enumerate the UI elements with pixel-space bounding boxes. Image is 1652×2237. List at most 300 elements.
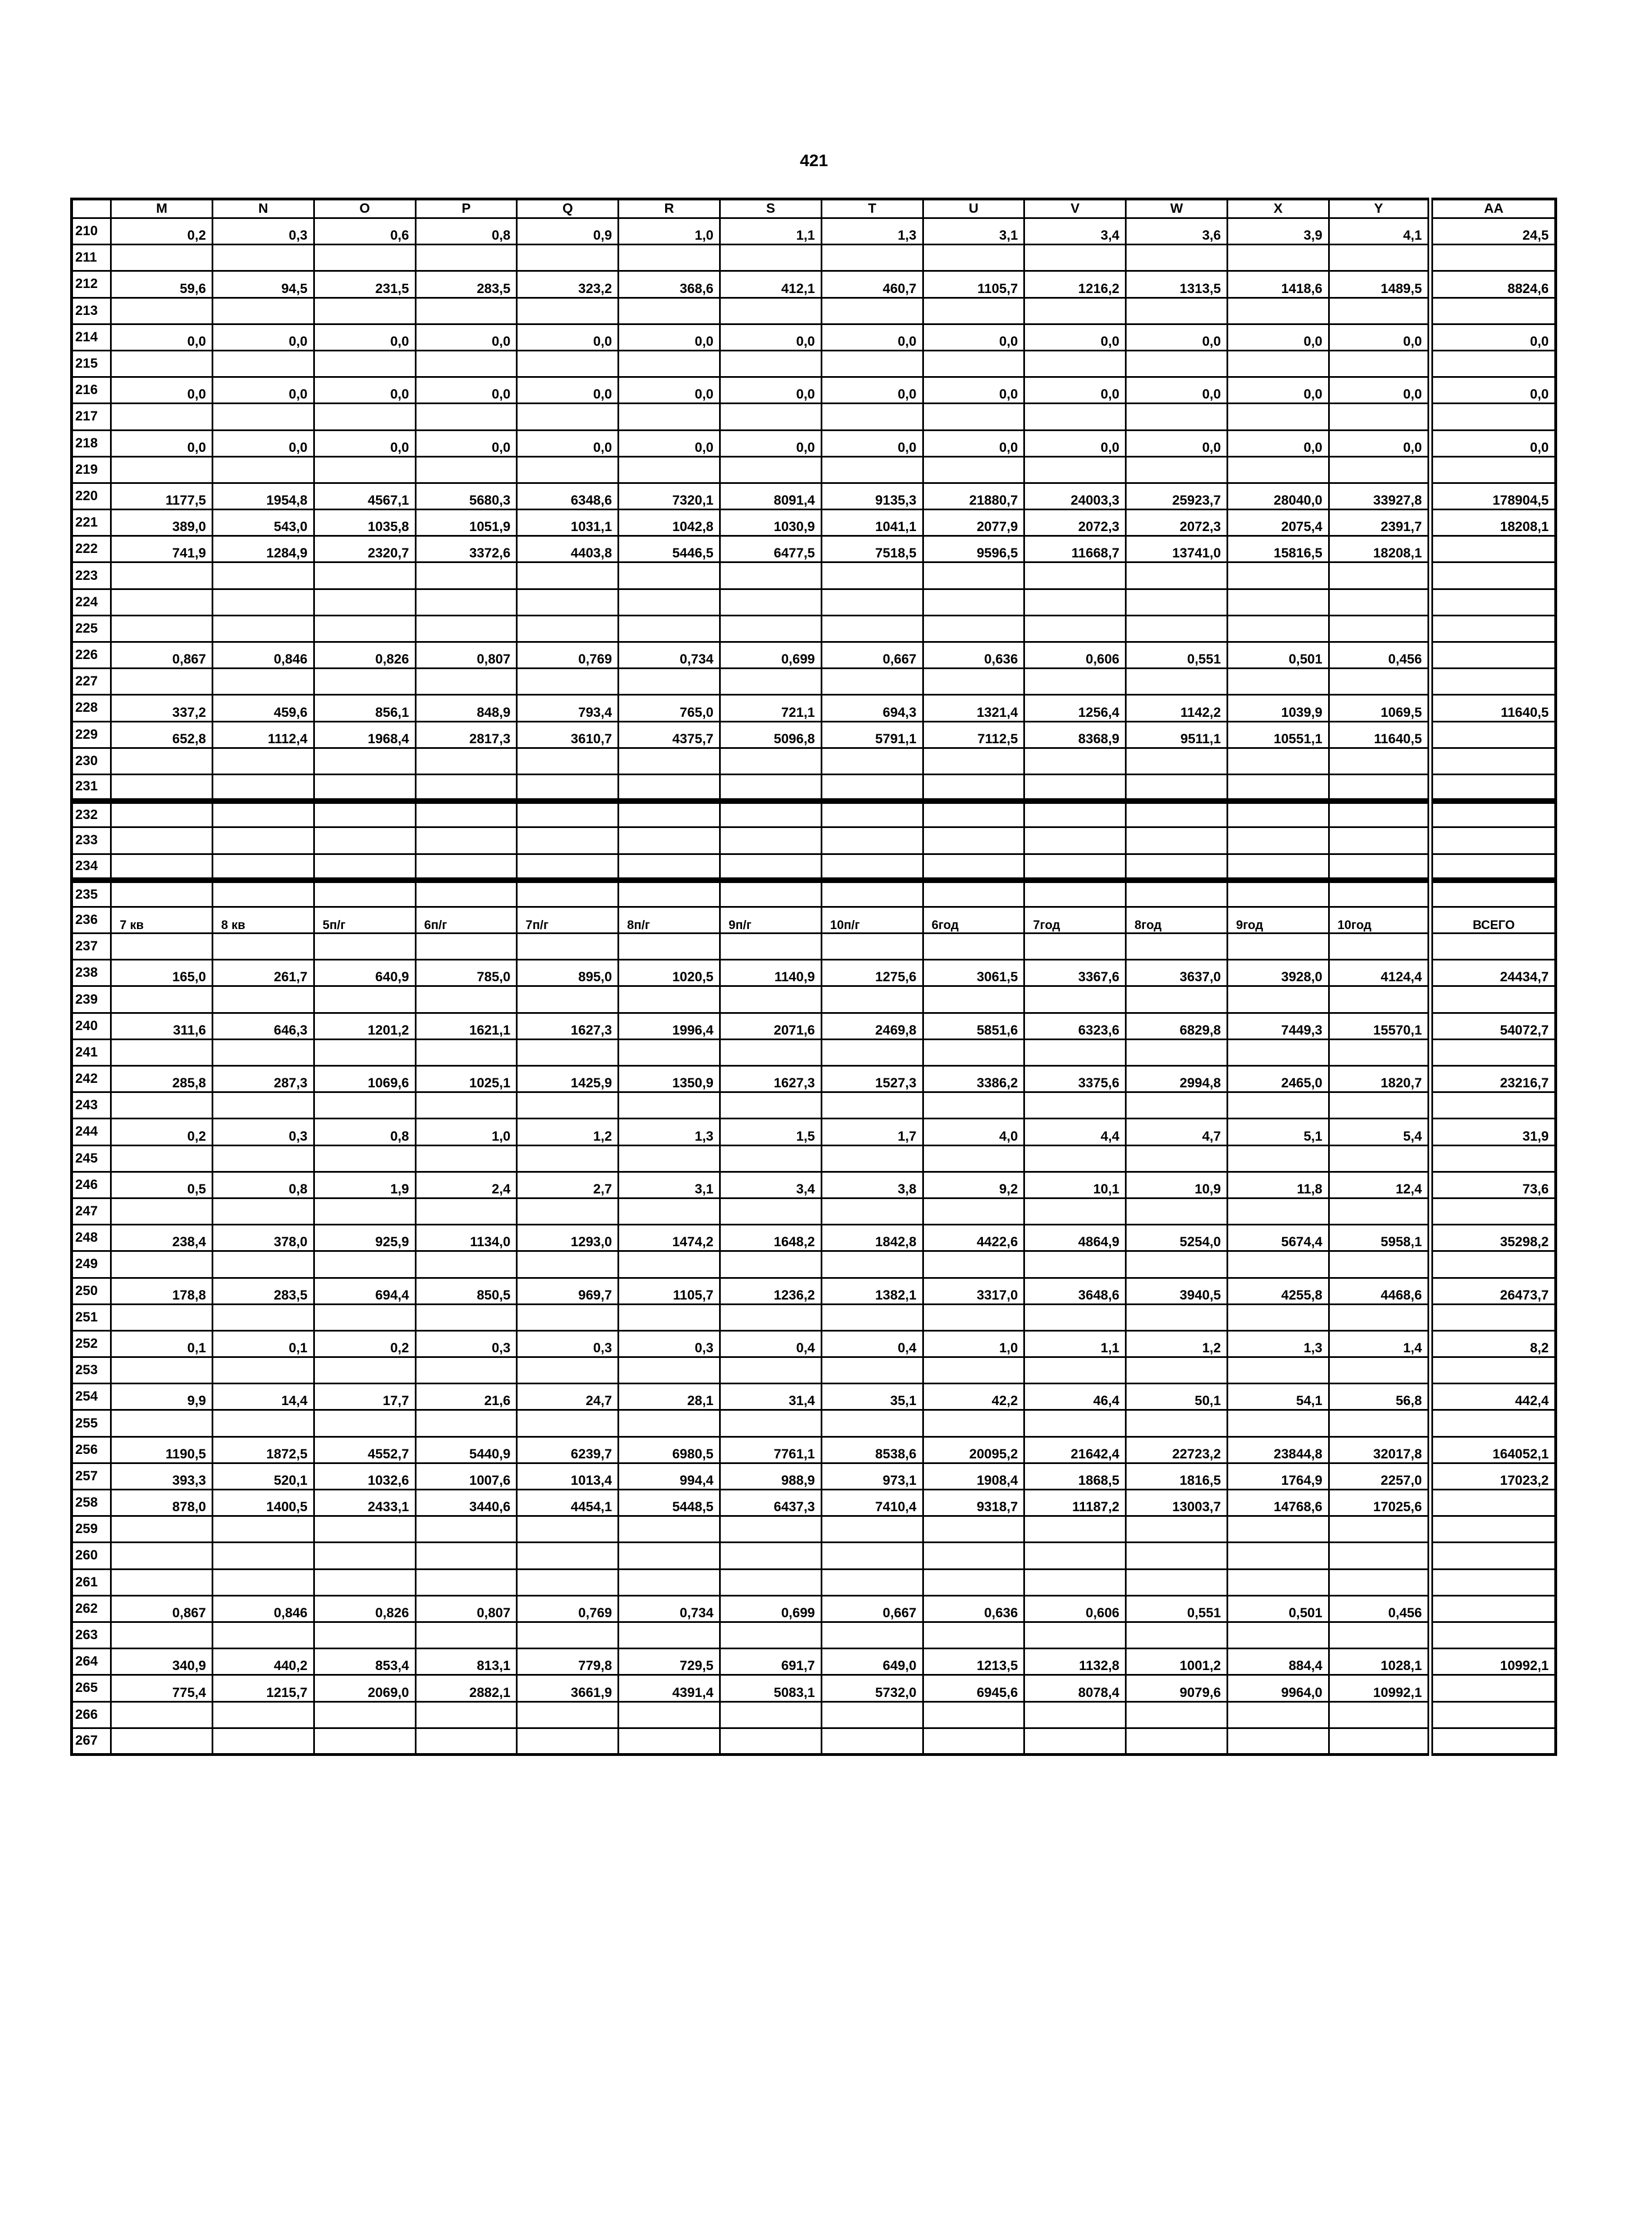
cell-s: [720, 801, 821, 827]
cell-u: 0,0: [923, 324, 1024, 350]
cell-q: 0,3: [517, 1330, 619, 1357]
cell-n: [212, 986, 314, 1013]
cell-w: 25923,7: [1126, 483, 1228, 509]
cell-s: 0,0: [720, 377, 821, 404]
cell-t: 5732,0: [821, 1675, 923, 1701]
cell-x: [1227, 1039, 1329, 1065]
cell-q: 779,8: [517, 1649, 619, 1675]
cell-m: 389,0: [111, 510, 213, 536]
cell-q: [517, 774, 619, 800]
cell-x: [1227, 1543, 1329, 1569]
table-row: [72, 1039, 1556, 1065]
cell-o: 0,0: [314, 324, 415, 350]
cell-u: [923, 669, 1024, 695]
cell-v: [1024, 589, 1126, 615]
cell-v: [1024, 1251, 1126, 1278]
cell-y: [1329, 1357, 1430, 1384]
cell-s: [720, 615, 821, 642]
cell-y: 12,4: [1329, 1172, 1430, 1198]
cell-p: [415, 1357, 517, 1384]
cell-n: 1215,7: [212, 1675, 314, 1701]
cell-s: 0,699: [720, 642, 821, 669]
cell-x: 0,501: [1227, 642, 1329, 669]
cell-y: [1329, 1516, 1430, 1543]
cell-v: 2072,3: [1024, 510, 1126, 536]
cell-q: [517, 1543, 619, 1569]
cell-n: [212, 1701, 314, 1728]
cell-aa: 24,5: [1430, 218, 1555, 245]
cell-p: [415, 1728, 517, 1754]
column-header-y: Y: [1329, 199, 1430, 218]
cell-s: 0,0: [720, 430, 821, 456]
cell-w: 1816,5: [1126, 1463, 1228, 1489]
cell-n: 1284,9: [212, 536, 314, 562]
column-header-row: [72, 199, 1556, 218]
cell-p: [415, 880, 517, 907]
cell-q: 0,9: [517, 218, 619, 245]
cell-n: 94,5: [212, 271, 314, 298]
cell-m: [111, 1516, 213, 1543]
cell-w: [1126, 298, 1228, 324]
cell-r: 0,0: [619, 430, 720, 456]
page-number: 421: [799, 152, 829, 170]
cell-r: [619, 298, 720, 324]
cell-aa: [1430, 854, 1555, 880]
cell-x: [1227, 669, 1329, 695]
cell-r: [619, 1145, 720, 1172]
cell-p: 2,4: [415, 1172, 517, 1198]
cell-u: [923, 1728, 1024, 1754]
cell-r: 28,1: [619, 1384, 720, 1410]
cell-aa: [1430, 245, 1555, 271]
row-number: 255: [72, 1410, 111, 1437]
cell-p: [415, 1516, 517, 1543]
cell-o: [314, 1092, 415, 1119]
cell-v: 46,4: [1024, 1384, 1126, 1410]
cell-n: 0,0: [212, 324, 314, 350]
cell-m: [111, 1092, 213, 1119]
cell-r: [619, 1410, 720, 1437]
cell-s: [720, 1357, 821, 1384]
cell-w: [1126, 669, 1228, 695]
table-row: [72, 1092, 1556, 1119]
table-row: [72, 960, 1556, 986]
cell-t: [821, 880, 923, 907]
column-header-t: T: [821, 199, 923, 218]
cell-y: [1329, 562, 1430, 589]
cell-m: [111, 854, 213, 880]
cell-y: [1329, 880, 1430, 907]
cell-p: 3440,6: [415, 1490, 517, 1516]
cell-x: [1227, 1622, 1329, 1648]
cell-x: [1227, 1357, 1329, 1384]
cell-r: 6980,5: [619, 1437, 720, 1463]
cell-o: 5п/г: [314, 907, 415, 933]
cell-s: [720, 854, 821, 880]
cell-v: 1132,8: [1024, 1649, 1126, 1675]
cell-y: [1329, 774, 1430, 800]
row-number: 227: [72, 669, 111, 695]
cell-m: 393,3: [111, 1463, 213, 1489]
cell-r: [619, 456, 720, 483]
cell-y: [1329, 298, 1430, 324]
cell-q: [517, 1039, 619, 1065]
cell-p: [415, 1145, 517, 1172]
cell-q: [517, 1701, 619, 1728]
cell-o: 640,9: [314, 960, 415, 986]
table-row: [72, 1066, 1556, 1092]
row-number: 246: [72, 1172, 111, 1198]
row-number: 234: [72, 854, 111, 880]
cell-n: 459,6: [212, 695, 314, 721]
table-row: [72, 615, 1556, 642]
cell-r: [619, 245, 720, 271]
cell-m: 878,0: [111, 1490, 213, 1516]
cell-x: [1227, 1410, 1329, 1437]
row-number: 214: [72, 324, 111, 350]
cell-aa: [1430, 1701, 1555, 1728]
cell-r: 368,6: [619, 271, 720, 298]
cell-w: [1126, 456, 1228, 483]
table-row: [72, 774, 1556, 800]
cell-v: 8368,9: [1024, 721, 1126, 748]
cell-u: 9596,5: [923, 536, 1024, 562]
cell-n: 0,1: [212, 1330, 314, 1357]
cell-t: 0,667: [821, 1595, 923, 1622]
cell-o: [314, 827, 415, 854]
cell-t: 694,3: [821, 695, 923, 721]
cell-w: 2072,3: [1126, 510, 1228, 536]
cell-p: 1,0: [415, 1119, 517, 1145]
cell-w: [1126, 1410, 1228, 1437]
cell-w: [1126, 986, 1228, 1013]
cell-aa: [1430, 721, 1555, 748]
cell-x: [1227, 562, 1329, 589]
cell-r: [619, 1039, 720, 1065]
cell-t: [821, 1569, 923, 1595]
cell-t: 7518,5: [821, 536, 923, 562]
cell-x: [1227, 986, 1329, 1013]
cell-p: 0,807: [415, 1595, 517, 1622]
cell-r: [619, 669, 720, 695]
cell-o: 1201,2: [314, 1013, 415, 1039]
cell-s: [720, 748, 821, 774]
cell-q: [517, 562, 619, 589]
cell-r: [619, 562, 720, 589]
table-row: [72, 1304, 1556, 1330]
cell-p: [415, 615, 517, 642]
cell-q: [517, 827, 619, 854]
cell-u: 21880,7: [923, 483, 1024, 509]
cell-o: [314, 801, 415, 827]
row-number: 224: [72, 589, 111, 615]
cell-p: 1051,9: [415, 510, 517, 536]
cell-x: [1227, 245, 1329, 271]
cell-u: [923, 801, 1024, 827]
cell-y: 0,456: [1329, 642, 1430, 669]
cell-v: [1024, 1304, 1126, 1330]
cell-q: 4403,8: [517, 536, 619, 562]
table-row: [72, 218, 1556, 245]
cell-t: [821, 589, 923, 615]
column-header-u: U: [923, 199, 1024, 218]
cell-aa: [1430, 774, 1555, 800]
cell-o: [314, 456, 415, 483]
cell-t: [821, 1145, 923, 1172]
cell-m: 178,8: [111, 1278, 213, 1304]
cell-s: [720, 1251, 821, 1278]
cell-q: [517, 589, 619, 615]
cell-s: [720, 1304, 821, 1330]
table-row: [72, 1543, 1556, 1569]
cell-m: 337,2: [111, 695, 213, 721]
cell-w: 2994,8: [1126, 1066, 1228, 1092]
cell-p: 0,3: [415, 1330, 517, 1357]
cell-p: 0,8: [415, 218, 517, 245]
cell-r: [619, 589, 720, 615]
cell-s: 1236,2: [720, 1278, 821, 1304]
cell-t: [821, 1728, 923, 1754]
cell-x: [1227, 615, 1329, 642]
cell-y: 11640,5: [1329, 721, 1430, 748]
cell-r: [619, 1251, 720, 1278]
cell-w: 0,0: [1126, 377, 1228, 404]
row-number: 257: [72, 1463, 111, 1489]
cell-o: [314, 880, 415, 907]
row-number: 222: [72, 536, 111, 562]
cell-v: 3367,6: [1024, 960, 1126, 986]
cell-s: 2071,6: [720, 1013, 821, 1039]
table-row: [72, 1622, 1556, 1648]
cell-u: 3317,0: [923, 1278, 1024, 1304]
cell-p: [415, 669, 517, 695]
cell-y: 0,0: [1329, 430, 1430, 456]
cell-x: 2465,0: [1227, 1066, 1329, 1092]
table-row: [72, 827, 1556, 854]
cell-n: [212, 748, 314, 774]
spreadsheet-table: [70, 198, 1557, 1756]
cell-w: [1126, 1701, 1228, 1728]
table-row: [72, 1490, 1556, 1516]
cell-y: [1329, 748, 1430, 774]
cell-q: [517, 1092, 619, 1119]
cell-t: 9135,3: [821, 483, 923, 509]
cell-q: 969,7: [517, 1278, 619, 1304]
cell-v: 8078,4: [1024, 1675, 1126, 1701]
cell-t: [821, 1516, 923, 1543]
cell-m: [111, 1304, 213, 1330]
cell-m: [111, 827, 213, 854]
cell-t: 8538,6: [821, 1437, 923, 1463]
cell-x: [1227, 854, 1329, 880]
cell-m: [111, 1039, 213, 1065]
row-number: 267: [72, 1728, 111, 1754]
table-row: [72, 377, 1556, 404]
cell-y: [1329, 589, 1430, 615]
cell-aa: 17023,2: [1430, 1463, 1555, 1489]
cell-y: [1329, 1251, 1430, 1278]
cell-o: [314, 298, 415, 324]
column-header-r: R: [619, 199, 720, 218]
cell-y: [1329, 1701, 1430, 1728]
row-number: 264: [72, 1649, 111, 1675]
cell-o: [314, 1145, 415, 1172]
cell-t: [821, 298, 923, 324]
cell-w: [1126, 1304, 1228, 1330]
cell-aa: [1430, 350, 1555, 377]
cell-p: 813,1: [415, 1649, 517, 1675]
cell-q: 895,0: [517, 960, 619, 986]
cell-q: 1425,9: [517, 1066, 619, 1092]
cell-u: [923, 562, 1024, 589]
table-row: [72, 1728, 1556, 1754]
cell-t: [821, 1039, 923, 1065]
cell-m: [111, 1701, 213, 1728]
cell-u: [923, 245, 1024, 271]
cell-aa: [1430, 934, 1555, 960]
table-row: [72, 1649, 1556, 1675]
cell-v: [1024, 1198, 1126, 1224]
row-number: 262: [72, 1595, 111, 1622]
cell-n: [212, 1543, 314, 1569]
cell-x: 4255,8: [1227, 1278, 1329, 1304]
cell-m: 311,6: [111, 1013, 213, 1039]
cell-w: [1126, 827, 1228, 854]
cell-q: 1627,3: [517, 1013, 619, 1039]
cell-r: 1105,7: [619, 1278, 720, 1304]
cell-q: 6348,6: [517, 483, 619, 509]
cell-aa: [1430, 1039, 1555, 1065]
cell-s: [720, 404, 821, 430]
cell-w: 9079,6: [1126, 1675, 1228, 1701]
cell-u: [923, 1145, 1024, 1172]
cell-n: [212, 1039, 314, 1065]
cell-r: 0,734: [619, 642, 720, 669]
cell-p: [415, 350, 517, 377]
row-number: 219: [72, 456, 111, 483]
row-number: 229: [72, 721, 111, 748]
cell-u: [923, 880, 1024, 907]
cell-q: [517, 456, 619, 483]
cell-r: [619, 1198, 720, 1224]
cell-p: [415, 245, 517, 271]
cell-u: 1321,4: [923, 695, 1024, 721]
cell-n: [212, 801, 314, 827]
cell-u: 0,636: [923, 642, 1024, 669]
cell-x: [1227, 1728, 1329, 1754]
table-row: [72, 271, 1556, 298]
cell-w: 1313,5: [1126, 271, 1228, 298]
cell-y: 1,4: [1329, 1330, 1430, 1357]
cell-x: 15816,5: [1227, 536, 1329, 562]
cell-s: [720, 562, 821, 589]
cell-v: 0,0: [1024, 430, 1126, 456]
cell-u: [923, 986, 1024, 1013]
cell-m: 741,9: [111, 536, 213, 562]
cell-t: [821, 562, 923, 589]
cell-u: [923, 1569, 1024, 1595]
cell-aa: [1430, 1543, 1555, 1569]
cell-p: [415, 562, 517, 589]
cell-o: 4552,7: [314, 1437, 415, 1463]
table-row: [72, 1463, 1556, 1489]
cell-v: [1024, 934, 1126, 960]
cell-n: 0,0: [212, 377, 314, 404]
cell-n: [212, 350, 314, 377]
cell-v: [1024, 1543, 1126, 1569]
cell-w: 0,551: [1126, 1595, 1228, 1622]
cell-p: [415, 1198, 517, 1224]
cell-t: [821, 615, 923, 642]
cell-s: 3,4: [720, 1172, 821, 1198]
cell-p: [415, 1569, 517, 1595]
cell-w: 22723,2: [1126, 1437, 1228, 1463]
table-row: [72, 1225, 1556, 1251]
column-header-s: S: [720, 199, 821, 218]
cell-t: 1382,1: [821, 1278, 923, 1304]
cell-q: [517, 1198, 619, 1224]
cell-t: 973,1: [821, 1463, 923, 1489]
cell-s: [720, 827, 821, 854]
cell-y: [1329, 1304, 1430, 1330]
row-number: 256: [72, 1437, 111, 1463]
cell-o: [314, 350, 415, 377]
row-number: 225: [72, 615, 111, 642]
row-number: 223: [72, 562, 111, 589]
cell-x: 11,8: [1227, 1172, 1329, 1198]
table-row: [72, 483, 1556, 509]
cell-r: [619, 1569, 720, 1595]
cell-n: [212, 1622, 314, 1648]
cell-r: 1996,4: [619, 1013, 720, 1039]
cell-q: 1,2: [517, 1119, 619, 1145]
cell-y: [1329, 986, 1430, 1013]
cell-n: [212, 854, 314, 880]
cell-o: [314, 1198, 415, 1224]
table-row: [72, 298, 1556, 324]
cell-r: 5448,5: [619, 1490, 720, 1516]
cell-t: 0,0: [821, 324, 923, 350]
table-row: [72, 510, 1556, 536]
cell-m: 0,0: [111, 430, 213, 456]
cell-m: [111, 669, 213, 695]
row-number: 266: [72, 1701, 111, 1728]
cell-t: 0,0: [821, 377, 923, 404]
row-number: 221: [72, 510, 111, 536]
cell-p: 6п/г: [415, 907, 517, 933]
cell-aa: 164052,1: [1430, 1437, 1555, 1463]
cell-n: [212, 1092, 314, 1119]
table-row: [72, 986, 1556, 1013]
cell-u: 6год: [923, 907, 1024, 933]
cell-x: [1227, 827, 1329, 854]
cell-t: [821, 350, 923, 377]
cell-q: 2,7: [517, 1172, 619, 1198]
cell-m: 238,4: [111, 1225, 213, 1251]
cell-y: [1329, 1039, 1430, 1065]
cell-q: 4454,1: [517, 1490, 619, 1516]
cell-o: [314, 854, 415, 880]
cell-q: [517, 669, 619, 695]
cell-n: 8 кв: [212, 907, 314, 933]
cell-s: 7761,1: [720, 1437, 821, 1463]
cell-q: [517, 1622, 619, 1648]
cell-o: 4567,1: [314, 483, 415, 509]
cell-r: 1474,2: [619, 1225, 720, 1251]
cell-t: [821, 827, 923, 854]
cell-u: [923, 615, 1024, 642]
cell-t: 7410,4: [821, 1490, 923, 1516]
